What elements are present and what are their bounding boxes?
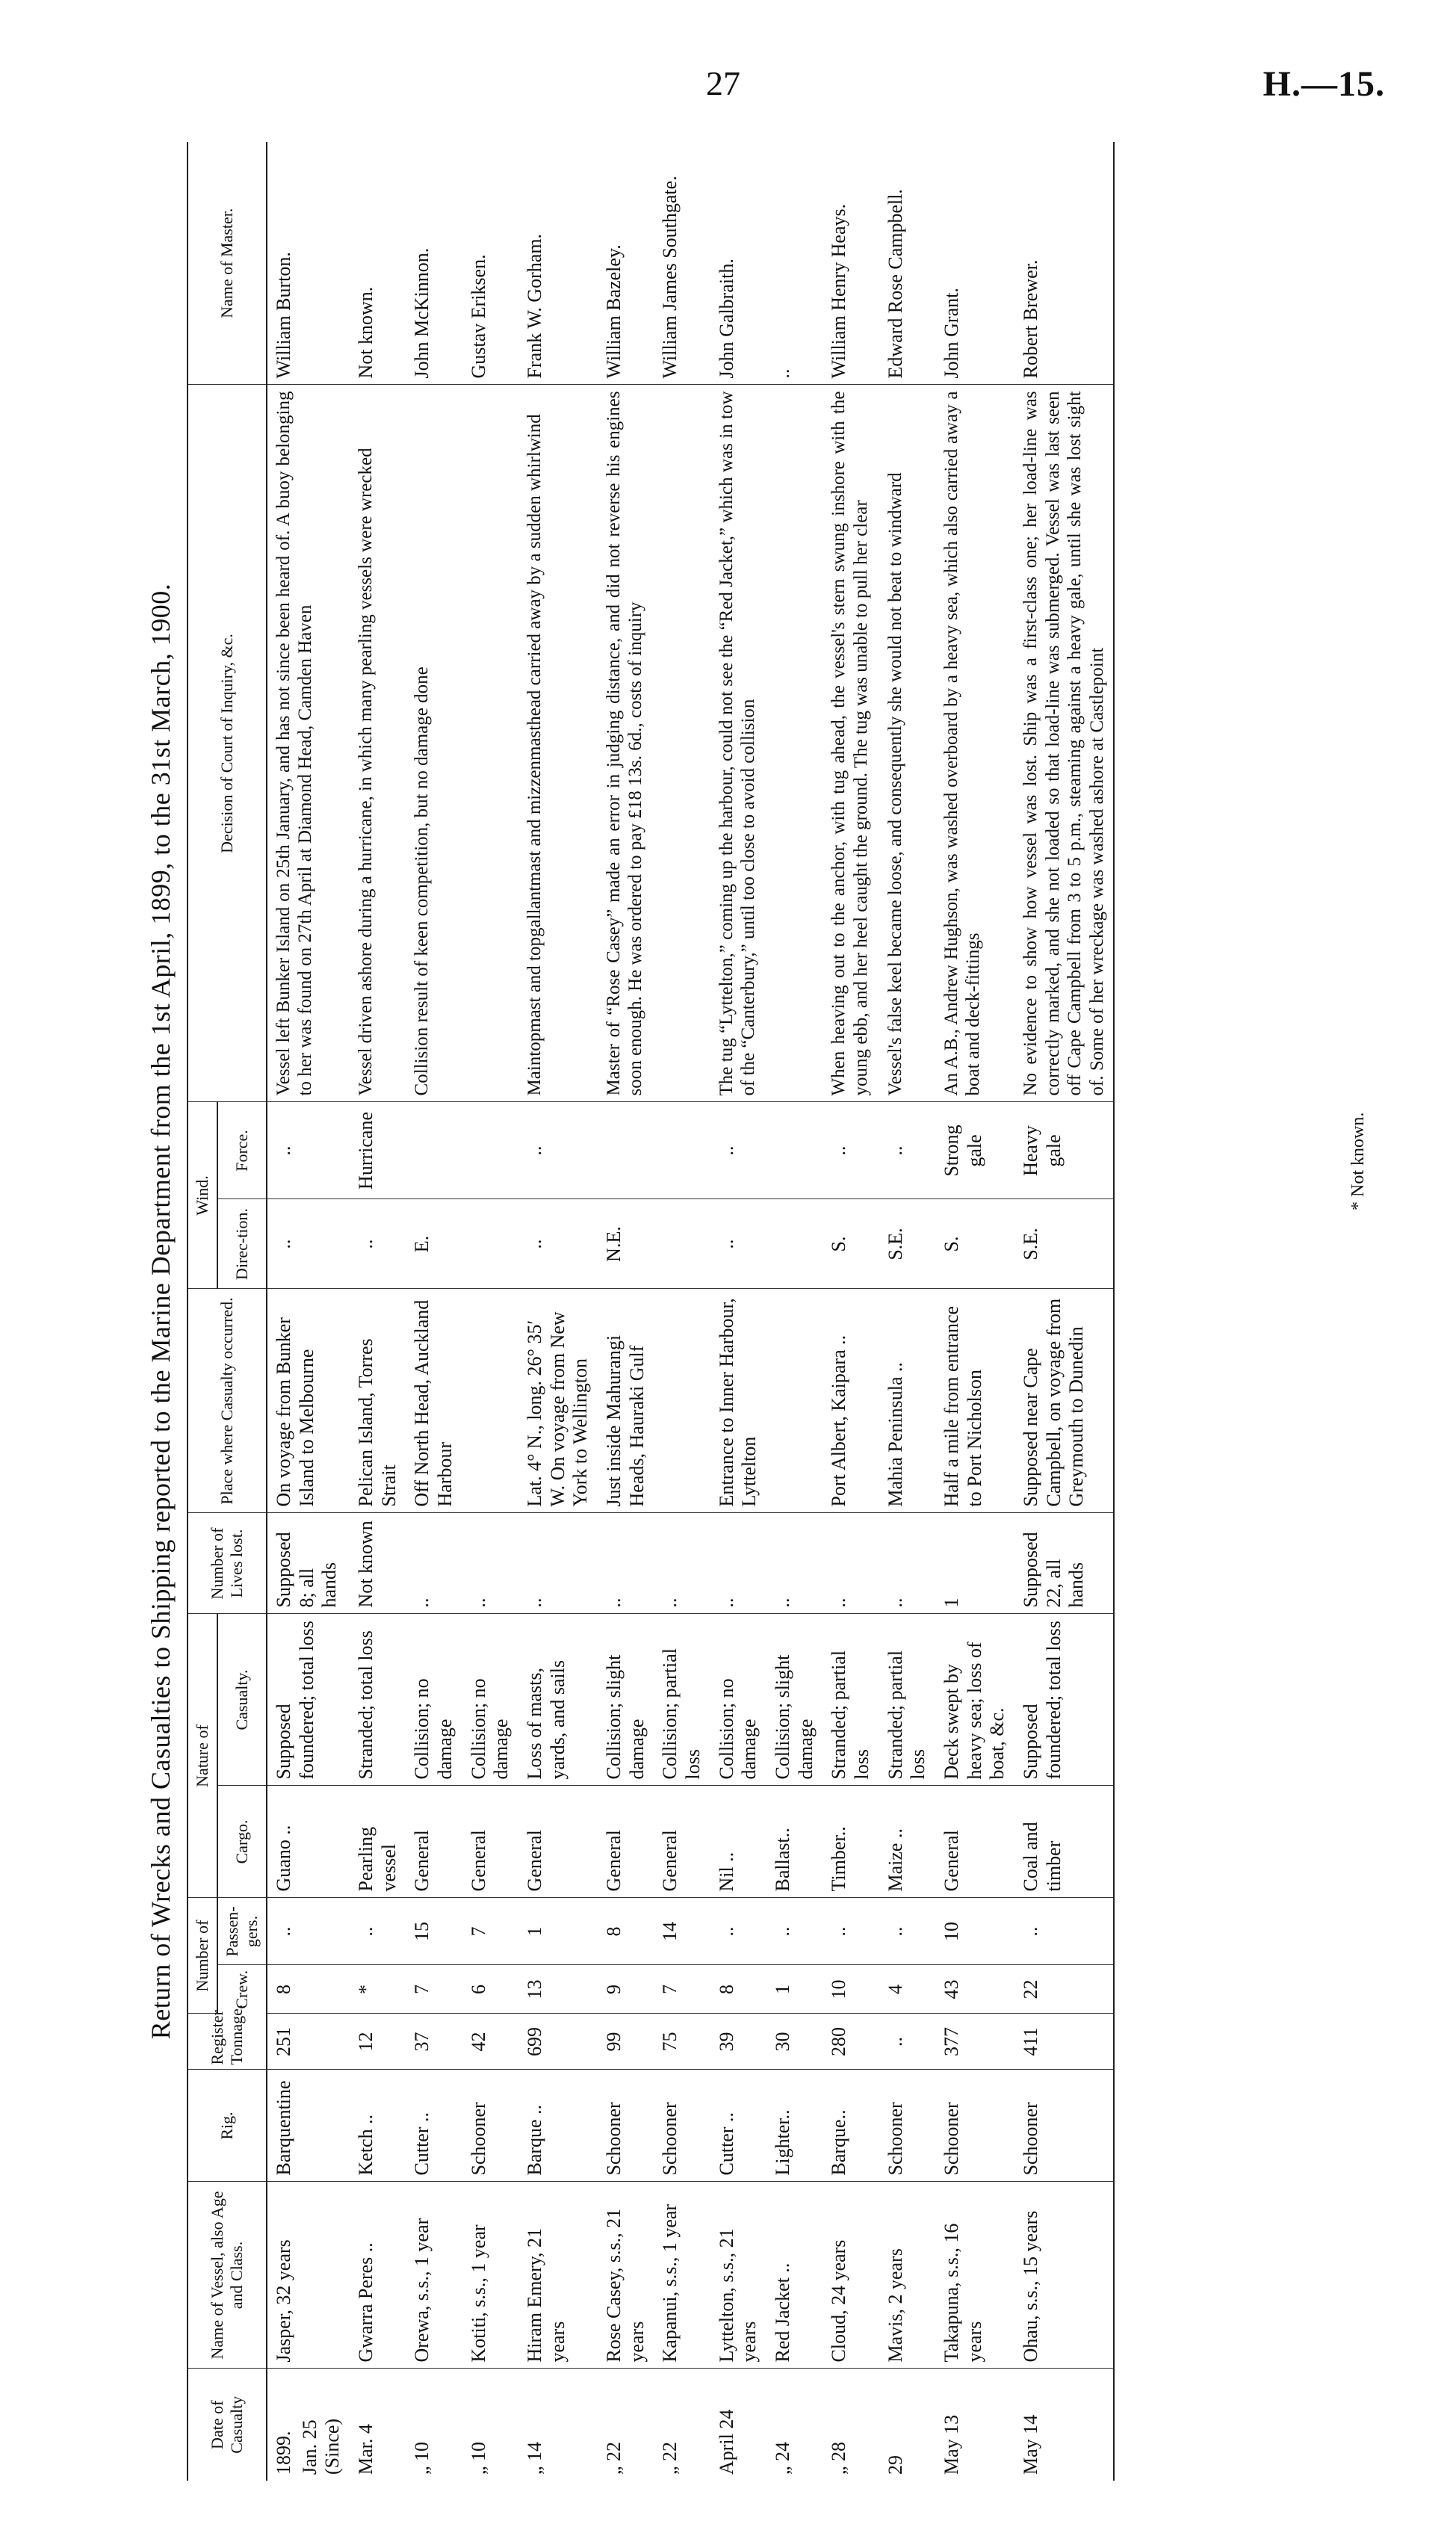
cell-casualty: Collision; slight damage bbox=[598, 1614, 654, 1786]
cell-wind-direction: E. bbox=[406, 1199, 462, 1289]
cell-wind-force: .. bbox=[267, 1102, 350, 1199]
cell-lives: .. bbox=[462, 1513, 518, 1614]
cell-casualty: Collision; no damage bbox=[710, 1614, 766, 1786]
cell-tonnage: 30 bbox=[766, 2014, 823, 2070]
table-row bbox=[518, 142, 598, 2481]
cell-date: May 14 bbox=[1014, 2369, 1114, 2481]
cell-master: John Galbraith. bbox=[710, 142, 766, 385]
cell-rig: Schooner bbox=[879, 2070, 935, 2182]
table-row bbox=[267, 142, 350, 2481]
cell-tonnage: 37 bbox=[406, 2014, 462, 2070]
cell-date: 1899. Jan. 25 (Since) bbox=[267, 2369, 350, 2481]
cell-place bbox=[654, 1289, 710, 1513]
cell-vessel: Gwarra Peres .. bbox=[350, 2182, 406, 2369]
cell-vessel: Mavis, 2 years bbox=[879, 2182, 935, 2369]
cell-casualty: Collision; partial loss bbox=[654, 1614, 710, 1786]
cell-vessel: Rose Casey, s.s., 21 years bbox=[598, 2182, 654, 2369]
cell-wind-force bbox=[406, 1102, 462, 1199]
cell-casualty: Collision; no damage bbox=[462, 1614, 518, 1786]
cell-passengers: 10 bbox=[935, 1898, 1014, 1965]
cell-date: „ 28 bbox=[828, 2441, 850, 2475]
cell-passengers: 8 bbox=[598, 1898, 654, 1965]
cell-cargo: General bbox=[654, 1786, 710, 1898]
cell-master: Not known. bbox=[350, 142, 406, 385]
footnote: * Not known. bbox=[1348, 1112, 1368, 1210]
cell-date: „ 24 bbox=[771, 2441, 793, 2475]
header-decision: Decision of Court of Inquiry, &c. bbox=[188, 385, 267, 1102]
cell-wind-direction: S. bbox=[935, 1199, 1014, 1289]
cell-passengers: .. bbox=[710, 1898, 766, 1965]
cell-passengers: .. bbox=[267, 1898, 350, 1965]
cell-lives: .. bbox=[518, 1513, 598, 1614]
cell-wind-direction: S. bbox=[823, 1199, 879, 1289]
cell-year: 1899. bbox=[272, 2431, 294, 2475]
cell-wind-force: .. bbox=[710, 1102, 766, 1199]
cell-vessel: Red Jacket .. bbox=[766, 2182, 823, 2369]
cell-cargo: Maize .. bbox=[879, 1786, 935, 1898]
table-row bbox=[598, 142, 654, 2481]
page-number: 27 bbox=[706, 64, 740, 102]
cell-rig: Schooner bbox=[1014, 2070, 1114, 2182]
cell-vessel: Ohau, s.s., 15 years bbox=[1014, 2182, 1114, 2369]
wrecks-table bbox=[187, 142, 1115, 2481]
cell-cargo: Nil .. bbox=[710, 1786, 766, 1898]
cell-lives: .. bbox=[823, 1513, 879, 1614]
cell-passengers: 14 bbox=[654, 1898, 710, 1965]
header-vessel: Name of Vessel, also Age and Class. bbox=[188, 2182, 267, 2369]
cell-place: Pelican Island, Torres Strait bbox=[350, 1289, 406, 1513]
header-casualty: Casualty. bbox=[217, 1614, 267, 1786]
cell-crew: 10 bbox=[823, 1965, 879, 2014]
cell-cargo: Coal and timber bbox=[1014, 1786, 1114, 1898]
cell-rig: Barque.. bbox=[823, 2070, 879, 2182]
cell-wind-direction: S.E. bbox=[879, 1199, 935, 1289]
cell-wind-direction: N.E. bbox=[598, 1199, 654, 1289]
cell-date: May 13 bbox=[940, 2414, 962, 2475]
cell-date: „ 14 bbox=[523, 2441, 545, 2475]
cell-tonnage: 377 bbox=[935, 2014, 1014, 2070]
table-row bbox=[879, 142, 935, 2481]
cell-rig: Schooner bbox=[598, 2070, 654, 2182]
cell-tonnage: 280 bbox=[823, 2014, 879, 2070]
cell-master: John Grant. bbox=[935, 142, 1014, 385]
cell-crew: 8 bbox=[267, 1965, 350, 2014]
cell-casualty: Stranded; total loss bbox=[350, 1614, 406, 1786]
cell-tonnage: .. bbox=[879, 2014, 935, 2070]
cell-passengers: .. bbox=[1014, 1898, 1114, 1965]
cell-crew: 43 bbox=[935, 1965, 1014, 2014]
cell-place: Mahia Peninsula .. bbox=[879, 1289, 935, 1513]
cell-casualty: Collision; no damage bbox=[406, 1614, 462, 1786]
cell-cargo: Pearling vessel bbox=[350, 1786, 406, 1898]
cell-wind-direction: .. bbox=[267, 1199, 350, 1289]
document-reference: H.—15. bbox=[1263, 64, 1385, 104]
cell-lives: Not known bbox=[350, 1513, 406, 1614]
table-row bbox=[406, 142, 462, 2481]
cell-vessel: Takapuna, s.s., 16 years bbox=[935, 2182, 1014, 2369]
cell-lives: .. bbox=[710, 1513, 766, 1614]
cell-wind-direction bbox=[654, 1199, 710, 1289]
cell-casualty: Collision; slight damage bbox=[766, 1614, 823, 1786]
header-cargo: Cargo. bbox=[217, 1786, 267, 1898]
cell-crew: 4 bbox=[879, 1965, 935, 2014]
cell-wind-force bbox=[766, 1102, 823, 1199]
cell-lives: .. bbox=[654, 1513, 710, 1614]
cell-master: .. bbox=[766, 142, 823, 385]
cell-vessel: Jasper, 32 years bbox=[267, 2182, 350, 2369]
cell-vessel: Hiram Emery, 21 years bbox=[518, 2182, 598, 2369]
cell-date: 29 bbox=[884, 2455, 906, 2475]
cell-place: Entrance to Inner Harbour, Lyttelton bbox=[710, 1289, 766, 1513]
cell-crew: 6 bbox=[462, 1965, 518, 2014]
cell-casualty: Loss of masts, yards, and sails bbox=[518, 1614, 598, 1786]
header-wind: Wind. bbox=[188, 1102, 217, 1289]
cell-crew: 1 bbox=[766, 1965, 823, 2014]
cell-casualty: Supposed foundered; total loss bbox=[267, 1614, 350, 1786]
cell-wind-direction: .. bbox=[518, 1199, 598, 1289]
cell-wind-force: Strong gale bbox=[935, 1102, 1014, 1199]
cell-rig: Cutter .. bbox=[710, 2070, 766, 2182]
cell-tonnage: 251 bbox=[267, 2014, 350, 2070]
cell-wind-direction: .. bbox=[350, 1199, 406, 1289]
cell-lives: .. bbox=[879, 1513, 935, 1614]
cell-wind-force: Heavy gale bbox=[1014, 1102, 1114, 1199]
cell-passengers: .. bbox=[879, 1898, 935, 1965]
cell-tonnage: 42 bbox=[462, 2014, 518, 2070]
cell-rig: Cutter .. bbox=[406, 2070, 462, 2182]
cell-wind-force: .. bbox=[518, 1102, 598, 1199]
header-date: Date of Casualty bbox=[188, 2369, 267, 2481]
cell-passengers: 7 bbox=[462, 1898, 518, 1965]
cell-tonnage: 411 bbox=[1014, 2014, 1114, 2070]
table-title: Return of Wrecks and Casualties to Shipping reported to the Marine Department from the 1st April, 1899, to the 31st March, 1900. bbox=[146, 583, 176, 2040]
cell-decision: An A.B., Andrew Hughson, was washed overboard by a heavy sea, which also carried away a boat and deck-fittings bbox=[935, 385, 1014, 1102]
cell-rig: Schooner bbox=[935, 2070, 1014, 2182]
header-wind-direction: Direc-tion. bbox=[217, 1199, 267, 1289]
header-place: Place where Casualty occurred. bbox=[188, 1289, 267, 1513]
cell-master: Robert Brewer. bbox=[1014, 142, 1114, 385]
cell-vessel: Lyttelton, s.s., 21 years bbox=[710, 2182, 766, 2369]
header-wind-force: Force. bbox=[217, 1102, 267, 1199]
cell-tonnage: 699 bbox=[518, 2014, 598, 2070]
cell-lives: .. bbox=[406, 1513, 462, 1614]
cell-master: William Henry Heays. bbox=[823, 142, 879, 385]
cell-wind-direction bbox=[462, 1199, 518, 1289]
cell-vessel: Orewa, s.s., 1 year bbox=[406, 2182, 462, 2369]
cell-wind-direction: S.E. bbox=[1014, 1199, 1114, 1289]
cell-lives: 1 bbox=[935, 1513, 1014, 1614]
table-row bbox=[1014, 142, 1114, 2481]
cell-decision: No evidence to show how vessel was lost. Ship was a first-class one; her load-line was correctly marked, and she not loaded so that load-line was submerged. Vessel was last seen off Cape Campbell from 3 to 5 p.m., steaming against a heavy gale, until she was lost sight of. Some of her wreckage was washed ashore at Castlepoint bbox=[1014, 385, 1114, 1102]
cell-decision: The tug “Lyttelton,” coming up the harbour, could not see the “Red Jacket,” which was in tow of the “Canterbury,” until too close to avoid collision bbox=[710, 385, 766, 1102]
cell-wind-force: .. bbox=[879, 1102, 935, 1199]
cell-decision: Vessel driven ashore during a hurricane, in which many pearling vessels were wrecked bbox=[350, 385, 406, 1102]
cell-place: Half a mile from entrance to Port Nicholson bbox=[935, 1289, 1014, 1513]
cell-crew: 7 bbox=[406, 1965, 462, 2014]
header-nature-of: Nature of bbox=[188, 1614, 217, 1898]
cell-lives: .. bbox=[598, 1513, 654, 1614]
table-row bbox=[710, 142, 766, 2481]
cell-tonnage: 75 bbox=[654, 2014, 710, 2070]
cell-decision: When heaving out to the anchor, with tug ahead, the vessel's stern swung inshore with the young ebb, and her heel caught the ground. The tug was unable to pull her clear bbox=[823, 385, 879, 1102]
cell-crew: * bbox=[350, 1965, 406, 2014]
table-row bbox=[935, 142, 1014, 2481]
cell-place bbox=[766, 1289, 823, 1513]
cell-casualty: Stranded; partial loss bbox=[823, 1614, 879, 1786]
cell-place: Off North Head, Auckland Harbour bbox=[406, 1289, 462, 1513]
cell-master: William Burton. bbox=[267, 142, 350, 385]
cell-passengers: .. bbox=[823, 1898, 879, 1965]
cell-decision: Master of “Rose Casey” made an error in judging distance, and did not reverse his engines soon enough. He was ordered to pay £18 13s. 6d., costs of inquiry bbox=[598, 385, 654, 1102]
cell-wind-force: .. bbox=[823, 1102, 879, 1199]
cell-cargo: General bbox=[598, 1786, 654, 1898]
cell-crew: 13 bbox=[518, 1965, 598, 2014]
table-row bbox=[350, 142, 406, 2481]
header-crew: Crew. bbox=[217, 1965, 267, 2014]
cell-crew: 8 bbox=[710, 1965, 766, 2014]
cell-place: Lat. 4° N., long. 26° 35′ W. On voyage from New York to Wellington bbox=[518, 1289, 598, 1513]
cell-crew: 7 bbox=[654, 1965, 710, 2014]
header-lives-lost: Number of Lives lost. bbox=[188, 1513, 267, 1614]
cell-master: William James Southgate. bbox=[654, 142, 710, 385]
table-body bbox=[267, 142, 1114, 2481]
cell-place: Supposed near Cape Campbell, on voyage from Greymouth to Dunedin bbox=[1014, 1289, 1114, 1513]
cell-decision: Maintopmast and topgallantmast and mizzenmasthead carried away by a sudden whirlwind bbox=[518, 385, 598, 1102]
cell-wind-direction bbox=[766, 1199, 823, 1289]
table-row bbox=[654, 142, 710, 2481]
cell-cargo: General bbox=[406, 1786, 462, 1898]
cell-decision: Vessel left Bunker Island on 25th January, and has not since been heard of. A buoy belonging to her was found on 27th April at Diamond Head, Camden Haven bbox=[267, 385, 350, 1102]
cell-wind-force: Hurricane bbox=[350, 1102, 406, 1199]
cell-rig: Barque .. bbox=[518, 2070, 598, 2182]
cell-crew: 22 bbox=[1014, 1965, 1114, 2014]
cell-casualty: Stranded; partial loss bbox=[879, 1614, 935, 1786]
cell-date: „ 22 bbox=[659, 2441, 681, 2475]
cell-rig: Schooner bbox=[654, 2070, 710, 2182]
cell-wind-force bbox=[598, 1102, 654, 1199]
cell-master: John McKinnon. bbox=[406, 142, 462, 385]
cell-cargo: General bbox=[462, 1786, 518, 1898]
cell-tonnage: 12 bbox=[350, 2014, 406, 2070]
table-row bbox=[823, 142, 879, 2481]
header-master: Name of Master. bbox=[188, 142, 267, 385]
cell-rig: Schooner bbox=[462, 2070, 518, 2182]
table-row bbox=[462, 142, 518, 2481]
cell-date: „ 10 bbox=[411, 2441, 433, 2475]
cell-crew: 9 bbox=[598, 1965, 654, 2014]
table-row bbox=[766, 142, 823, 2481]
cell-casualty: Supposed foundered; total loss bbox=[1014, 1614, 1114, 1786]
cell-cargo: General bbox=[935, 1786, 1014, 1898]
header-tonnage: Register Tonnage. bbox=[188, 2014, 267, 2070]
cell-passengers: 1 bbox=[518, 1898, 598, 1965]
cell-vessel: Kotiti, s.s., 1 year bbox=[462, 2182, 518, 2369]
cell-date: „ 22 bbox=[602, 2441, 625, 2475]
cell-master: Edward Rose Campbell. bbox=[879, 142, 935, 385]
cell-cargo: Timber.. bbox=[823, 1786, 879, 1898]
cell-rig: Barquentine bbox=[267, 2070, 350, 2182]
cell-wind-force bbox=[462, 1102, 518, 1199]
cell-master: Frank W. Gorham. bbox=[518, 142, 598, 385]
cell-place: Just inside Mahurangi Heads, Hauraki Gulf bbox=[598, 1289, 654, 1513]
cell-cargo: Ballast.. bbox=[766, 1786, 823, 1898]
cell-lives: Supposed 22, all hands bbox=[1014, 1513, 1114, 1614]
cell-decision bbox=[766, 385, 823, 1102]
cell-tonnage: 99 bbox=[598, 2014, 654, 2070]
header-passengers: Passen-gers. bbox=[217, 1898, 267, 1965]
cell-lives: .. bbox=[766, 1513, 823, 1614]
cell-place: Port Albert, Kaipara .. bbox=[823, 1289, 879, 1513]
header-rig: Rig. bbox=[188, 2070, 267, 2182]
cell-vessel: Kapanui, s.s., 1 year bbox=[654, 2182, 710, 2369]
cell-vessel: Cloud, 24 years bbox=[823, 2182, 879, 2369]
cell-date: „ 10 bbox=[467, 2441, 489, 2475]
cell-date: Mar. 4 bbox=[354, 2424, 377, 2475]
cell-passengers: .. bbox=[766, 1898, 823, 1965]
header-number-of: Number of bbox=[188, 1898, 217, 2014]
cell-lives: Supposed 8; all hands bbox=[267, 1513, 350, 1614]
cell-decision bbox=[654, 385, 710, 1102]
cell-tonnage: 39 bbox=[710, 2014, 766, 2070]
rotated-return-table bbox=[134, 142, 1367, 2481]
cell-decision: Vessel's false keel became loose, and consequently she would not beat to windward bbox=[879, 385, 935, 1102]
cell-cargo: Guano .. bbox=[267, 1786, 350, 1898]
cell-wind-force bbox=[654, 1102, 710, 1199]
cell-master: Gustav Eriksen. bbox=[462, 142, 518, 385]
cell-cargo: General bbox=[518, 1786, 598, 1898]
cell-wind-direction: .. bbox=[710, 1199, 766, 1289]
cell-decision bbox=[462, 385, 518, 1102]
cell-place bbox=[462, 1289, 518, 1513]
cell-master: William Bazeley. bbox=[598, 142, 654, 385]
cell-date: April 24 bbox=[715, 2409, 737, 2475]
cell-place: On voyage from Bunker Island to Melbourne bbox=[267, 1289, 350, 1513]
cell-passengers: 15 bbox=[406, 1898, 462, 1965]
cell-decision: Collision result of keen competition, but no damage done bbox=[406, 385, 462, 1102]
cell-rig: Ketch .. bbox=[350, 2070, 406, 2182]
cell-rig: Lighter.. bbox=[766, 2070, 823, 2182]
cell-casualty: Deck swept by heavy sea; loss of boat, &c. bbox=[935, 1614, 1014, 1786]
cell-passengers: .. bbox=[350, 1898, 406, 1965]
